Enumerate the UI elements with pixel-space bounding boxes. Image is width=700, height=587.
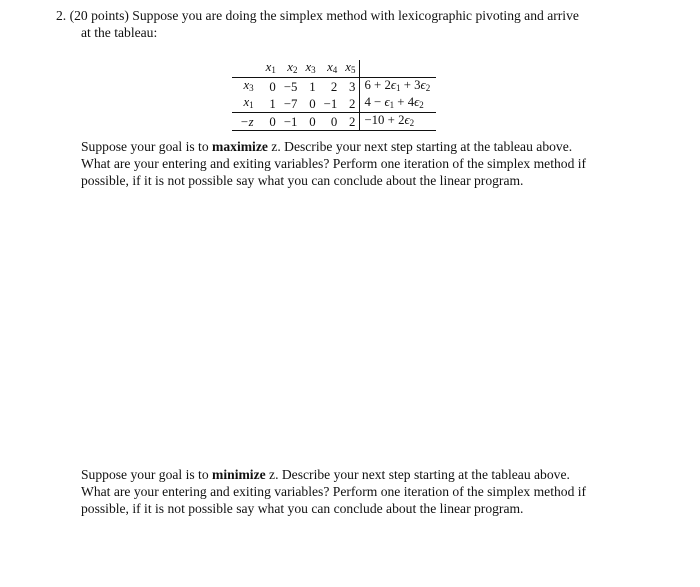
question-min-line1: Suppose your goal is to minimize z. Describe your next step starting at the tableau above.: [81, 467, 570, 482]
tableau-cell: −5: [280, 78, 302, 96]
problem-number: 2.: [56, 8, 67, 23]
tableau-cell: 1: [301, 78, 319, 96]
tableau-row: [232, 95, 436, 113]
question-max-line1: Suppose your goal is to maximize z. Describe your next step starting at the tableau above.: [81, 139, 573, 154]
question-max-line3: possible, if it is not possible say what you can conclude about the linear program.: [81, 173, 524, 188]
problem-intro-line1: [56, 7, 668, 24]
col-header: $x_1$: [265, 60, 276, 75]
tableau-header-row: [232, 60, 436, 78]
row-label: −z: [232, 113, 262, 131]
tableau-cell: 0: [320, 113, 342, 131]
tableau-cell: 2: [320, 78, 342, 96]
tableau-cell: 0: [301, 113, 319, 131]
tableau-cell: 0: [309, 96, 316, 111]
problem-intro-text: Suppose you are doing the simplex method with lexicographic pivoting and arrive: [132, 8, 579, 23]
question-max-line2: What are your entering and exiting variables? Perform one iteration of the simplex method if: [81, 156, 587, 171]
col-header: $x_4$: [327, 60, 338, 75]
tableau-cell: 3: [341, 78, 360, 96]
tableau-cell: −1: [323, 96, 338, 111]
tableau-cell: 0: [262, 78, 280, 96]
tableau-cell: 0: [262, 113, 280, 131]
tableau-cell: −7: [283, 96, 298, 111]
tableau-row: [232, 78, 436, 96]
tableau-cell: −1: [280, 113, 302, 131]
question-min-line2: What are your entering and exiting variables? Perform one iteration of the simplex method if: [81, 484, 587, 499]
problem-intro-line2: at the tableau:: [81, 25, 158, 40]
tableau-cell: 1: [269, 96, 276, 111]
problem-points: (20 points): [69, 8, 129, 23]
rhs-cell: $4 - \epsilon_1 + 4\epsilon_2$: [360, 95, 436, 113]
rhs-cell: $6 + 2\epsilon_1 + 3\epsilon_2$: [360, 78, 436, 96]
col-header: $x_5$: [345, 60, 356, 75]
tableau-cell: 2: [341, 113, 360, 131]
row-label: $x_1$: [243, 95, 254, 110]
keyword-minimize: minimize: [212, 467, 266, 482]
rhs-cell: $-10 + 2\epsilon_2$: [360, 113, 436, 131]
simplex-tableau: [232, 60, 436, 131]
objective-row: [232, 113, 436, 131]
col-header: $x_3$: [305, 60, 316, 75]
keyword-maximize: maximize: [212, 139, 268, 154]
tableau-cell: 2: [349, 96, 356, 111]
row-label: $x_3$: [232, 78, 262, 96]
col-header: $x_2$: [287, 60, 298, 75]
question-min-line3: possible, if it is not possible say what you can conclude about the linear program.: [81, 501, 524, 516]
